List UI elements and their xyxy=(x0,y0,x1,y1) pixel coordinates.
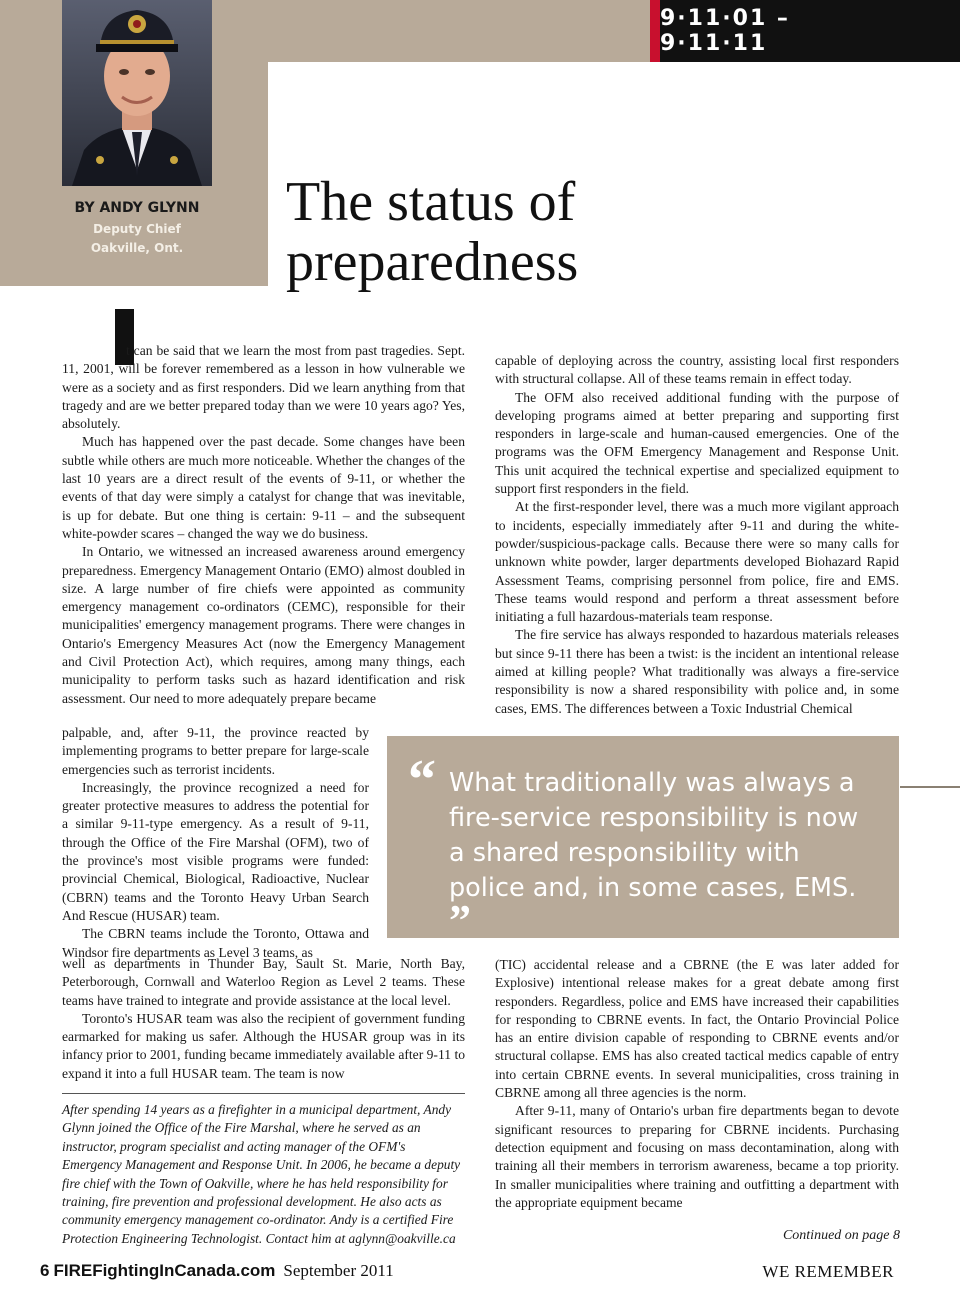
paragraph: Toronto's HUSAR team was also the recipient of government funding earmarked for making us safer. Although the HUSAR group was in its infancy prior to 2001, funding became immediately available after 9-11 to expand it into a full HUSAR team. The team is now xyxy=(62,1010,466,1081)
pullquote-box xyxy=(387,736,899,945)
article-column-2-top xyxy=(495,352,899,718)
paragraph: The fire service has always responded to hazardous materials releases but since 9-11 there has been a twist: is the incident an intentional release aimed at killing people? What traditionally was always a fire-service responsibility is now a shared responsibility with police and, in some cases, EMS. The differences between a Toxic Industrial Chemical xyxy=(495,627,899,716)
bio-divider xyxy=(62,1093,465,1094)
paragraph: capable of deploying across the country, assisting local first responders with structural collapse. All of these teams remain in effect today. xyxy=(495,353,899,387)
paragraph: t can be said that we learn the most from past tragedies. Sept. 11, 2001, will be forever remembered as a lesson in how vulnerable we were as a society and as first responders. Did we learn anything from that tragedy and are we better prepared today than we were 10 years ago? Yes, absolutely. xyxy=(62,343,465,432)
paragraph: well as departments in Thunder Bay, Sault St. Marie, North Bay, Peterborough, Cornwall and Waterloo Region as Level 2 teams. These teams have trained to integrate and provide assistance at the local level. xyxy=(62,956,465,1008)
paragraph: The CBRN teams include the Toronto, Ottawa and Windsor fire departments as Level 3 teams, as xyxy=(62,926,369,960)
section-name: WE REMEMBER xyxy=(762,1262,894,1281)
website-name: FIREFightingInCanada.com xyxy=(53,1261,276,1280)
paragraph: palpable, and, after 9-11, the province reacted by implementing programs to better prepare for large-scale emergencies such as terrorist incidents. xyxy=(62,725,369,777)
paragraph: After 9-11, many of Ontario's urban fire departments began to devote significant resources to preparing for CBRNE incidents. Purchasing detection equipment and focusing on mass decontamination, along with training all their members in terrorism awareness, became a top priority. In smaller municipalities where training and outfitting a department with the appropriate equipment became xyxy=(495,1103,899,1210)
article-column-1-bottom xyxy=(62,955,465,1083)
author-rank: Deputy Chief xyxy=(93,222,181,236)
author-photo xyxy=(62,0,212,186)
date-range: 9·11·01 – 9·11·11 xyxy=(660,6,790,56)
issue-date: September 2011 xyxy=(283,1261,394,1280)
pullquote-rule xyxy=(900,786,960,788)
paragraph: The OFM also received additional funding with the purpose of developing programs aimed at better preparing and supporting first responders in large-scale and human-caused emergencies. One of the programs was the OFM Emergency Management and Response Unit. This unit acquired the technical expertise and specialized equipment to support first responders in the field. xyxy=(495,389,899,497)
page-number: 6 xyxy=(40,1261,50,1280)
accent-stripe xyxy=(650,0,660,62)
author-byline: BY ANDY GLYNN xyxy=(74,200,200,216)
headline-line-2: preparedness xyxy=(286,231,579,293)
pullquote-open-mark: “ xyxy=(408,749,436,811)
article-column-1-middle xyxy=(62,724,369,962)
paragraph: In Ontario, we witnessed an increased awareness around emergency preparedness. Emergency Management Ontario (EMO) almost doubled in size. A large number of fire chiefs were appointed as community emergency management co-ordinators (CEMC), responsible for their municipalities' emergency management programs. There were changes in Ontario's Emergency Measures Act (now the Emergency Management and Civil Protection Act), which requires, among many things, each municipality to perform tasks such as hazard identification and risk assessment. Our need to more adequately prepare became xyxy=(62,544,465,706)
paragraph: Increasingly, the province recognized a need for greater protective measures to address the potential for a similar 9-11-type emergency. As a result of 9-11, through the Office of the Fire Marshal (OFM), two of the province's most visible programs were funded: provincial Chemical, Biological, Radioactive, Nuclear (CBRN) teams and the Toronto Heavy Urban Search And Rescue (HUSAR) team. xyxy=(62,779,369,923)
author-bio: After spending 14 years as a firefighter in a municipal department, Andy Glynn joined the Office of the Fire Marshal, where he served as an instructor, program specialist and acting manager of the OFM's Emergency Management and Response Unit. In 2006, he became a deputy fire chief with the Town of Oakville, where he has held responsibility for training, fire prevention and professional development. He also acts as community emergency management co-ordinator. Andy is a certified Fire Protection Engineering Technologist. Contact him at aglynn@oakville.ca xyxy=(62,1102,461,1246)
paragraph: At the first-responder level, there was a much more vigilant approach to incidents, especially immediately after 9-11 and during the white-powder/suspicious-package calls. Because there were so many calls for unknown white powder, larger departments developed Biohazard Rapid Assessment Teams, comprising personnel from police, fire and EMS. These teams would respond and perform a threat assessment before initiating a full hazardous-materials team response. xyxy=(495,499,899,625)
pullquote-close-mark: ” xyxy=(449,896,471,945)
article-headline xyxy=(286,172,706,292)
page-footer-left xyxy=(40,1261,394,1281)
continued-note: Continued on page 8 xyxy=(782,1228,900,1243)
headline-line-1: The status of xyxy=(286,171,576,233)
article-column-2-bottom xyxy=(495,956,899,1212)
date-banner xyxy=(660,0,960,62)
pullquote-text: What traditionally was always a fire-service responsibility is now a shared responsibility with police and, in some cases, EMS. xyxy=(449,768,859,903)
author-title xyxy=(62,220,212,258)
article-column-1-top xyxy=(62,342,465,708)
author-location: Oakville, Ont. xyxy=(90,241,184,255)
paragraph: (TIC) accidental release and a CBRNE (the E was later added for Explosive) intentional release makes for a great debate among first responders. Regardless, police and EMS have increased their capabilities for responding to CBRNE events. In fact, the Ontario Provincial Police has an entire division capable of responding to CBRNE events and/or structural collapse. EMS has also created tactical medics capable of entry into certain CBRNE events. In several municipalities, cross training in CBRNE among all three agencies is the norm. xyxy=(495,957,899,1101)
author-portrait-image xyxy=(62,0,212,186)
paragraph: Much has happened over the past decade. Some changes have been subtle while others are much more noticeable. Whether the changes of the last 10 years are a direct result of the events of 9-11, or whether the events of that day were simply a catalyst for change that was inevitable, is up for debate. But one thing is certain: 9-11 – and the subsequent white-powder scares – changed the way we do business. xyxy=(62,434,465,541)
